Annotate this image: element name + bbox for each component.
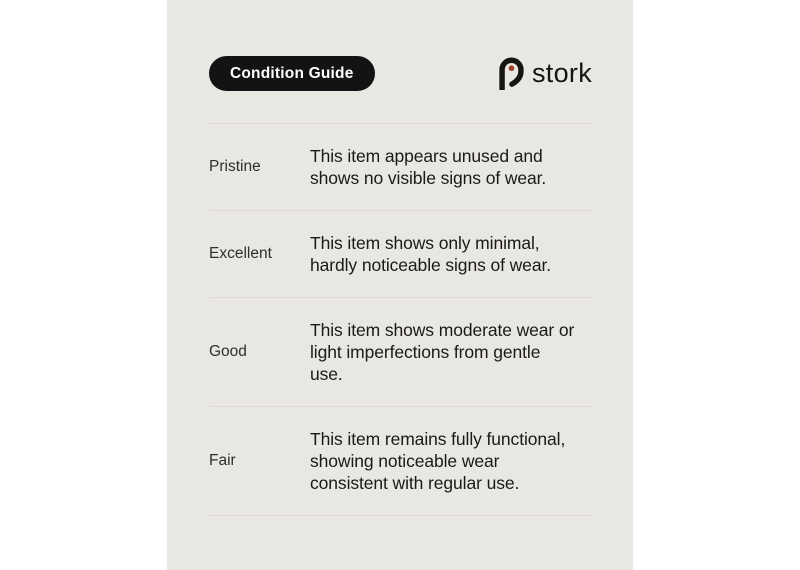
condition-description — [310, 319, 592, 385]
table-row — [209, 297, 592, 406]
stork-logo-dot — [509, 65, 515, 71]
condition-guide-card — [167, 0, 633, 570]
description-line: use. — [310, 364, 343, 384]
description-line: light imperfections from gentle — [310, 342, 541, 362]
condition-label: Fair — [209, 452, 236, 469]
description-line: This item shows only minimal, — [310, 233, 540, 253]
condition-description — [310, 232, 592, 276]
description-line: hardly noticeable signs of wear. — [310, 255, 551, 275]
description-line: This item shows moderate wear or — [310, 320, 575, 340]
description-line: This item appears unused and — [310, 146, 543, 166]
table-row — [209, 123, 592, 210]
condition-description — [310, 145, 592, 189]
condition-label: Good — [209, 343, 247, 360]
condition-label: Excellent — [209, 245, 272, 262]
condition-table — [209, 123, 592, 516]
description-line: showing noticeable wear — [310, 451, 500, 471]
card-header — [209, 56, 592, 91]
description-line: consistent with regular use. — [310, 473, 520, 493]
description-line: This item remains fully functional, — [310, 429, 566, 449]
table-row — [209, 210, 592, 297]
stork-logo-arch — [502, 60, 521, 90]
stork-wordmark: stork — [531, 58, 592, 88]
condition-description — [310, 428, 592, 494]
stork-logo — [497, 57, 592, 90]
stork-logo-icon — [497, 57, 526, 90]
description-line: shows no visible signs of wear. — [310, 168, 547, 188]
table-row — [209, 406, 592, 516]
condition-guide-badge: Condition Guide — [209, 56, 375, 91]
condition-label: Pristine — [209, 158, 261, 175]
